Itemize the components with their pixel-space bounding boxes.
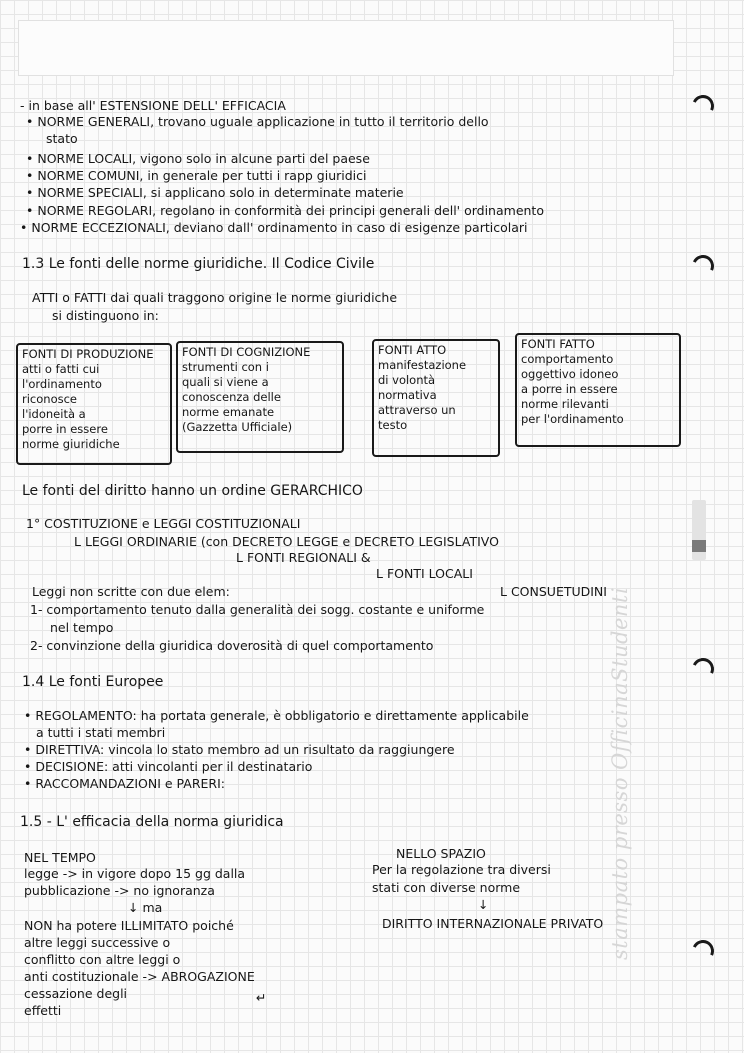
note-line: stati con diverse norme: [372, 880, 521, 895]
punch-hole-icon: [689, 937, 717, 965]
source-box-cognition: FONTI DI COGNIZIONE strumenti con i quali si viene a conoscenza delle norme emanate (Gazzetta Ufficiale): [176, 341, 344, 453]
note-line: altre leggi successive o: [24, 935, 171, 950]
watermark: stampato presso OfficinaStudenti: [608, 586, 632, 960]
source-box-fact: FONTI FATTO comportamento oggettivo idoneo a porre in essere norme rilevanti per l'ordinamento: [515, 333, 681, 447]
note-line: Per la regolazione tra diversi: [372, 862, 551, 877]
note-line: legge -> in vigore dopo 15 gg dalla: [24, 866, 246, 881]
note-line: • REGOLAMENTO: ha portata generale, è obbligatorio e direttamente applicabile: [24, 708, 529, 723]
note-line: • NORME ECCEZIONALI, deviano dall' ordinamento in caso di esigenze particolari: [20, 220, 528, 235]
note-line: ↵: [256, 990, 267, 1005]
note-line: Leggi non scritte con due elem:: [32, 584, 230, 599]
note-line: L CONSUETUDINI: [500, 584, 607, 599]
side-tab-mark: [692, 540, 706, 552]
note-line: • NORME SPECIALI, si applicano solo in determinate materie: [26, 185, 404, 200]
note-line: - in base all' ESTENSIONE DELL' EFFICACIA: [20, 98, 286, 113]
note-line: conflitto con altre leggi o: [24, 952, 181, 967]
note-line: NELLO SPAZIO: [396, 846, 486, 861]
note-line: stato: [46, 131, 78, 146]
note-line: L FONTI LOCALI: [376, 566, 473, 581]
section-heading: 1.5 - L' efficacia della norma giuridica: [20, 814, 284, 830]
note-line: NEL TEMPO: [24, 850, 96, 865]
note-line: anti costituzionale -> ABROGAZIONE: [24, 969, 255, 984]
note-line: • NORME COMUNI, in generale per tutti i rapp giuridici: [26, 168, 367, 183]
section-heading: 1.4 Le fonti Europee: [22, 674, 164, 690]
note-line: si distinguono in:: [52, 308, 159, 323]
header-box: [18, 20, 674, 76]
note-line: • NORME LOCALI, vigono solo in alcune parti del paese: [26, 151, 370, 166]
punch-hole-icon: [689, 655, 717, 683]
note-line: NON ha potere ILLIMITATO poiché: [24, 918, 234, 933]
note-line: 1- comportamento tenuto dalla generalità dei sogg. costante e uniforme: [30, 602, 485, 617]
punch-hole-icon: [689, 252, 717, 280]
note-line: cessazione degli: [24, 986, 128, 1001]
note-line: a tutti i stati membri: [36, 725, 166, 740]
note-line: ATTI o FATTI dai quali traggono origine le norme giuridiche: [32, 290, 398, 305]
note-line: • DIRETTIVA: vincola lo stato membro ad un risultato da raggiungere: [24, 742, 455, 757]
note-line: DIRITTO INTERNAZIONALE PRIVATO: [382, 916, 604, 931]
note-line: • DECISIONE: atti vincolanti per il destinatario: [24, 759, 313, 774]
section-heading: 1.3 Le fonti delle norme giuridiche. Il Codice Civile: [22, 256, 375, 272]
note-line: • NORME REGOLARI, regolano in conformità dei principi generali dell' ordinamento: [26, 203, 544, 218]
note-line: nel tempo: [50, 620, 114, 635]
note-line: L FONTI REGIONALI &: [236, 550, 371, 565]
note-line: pubblicazione -> no ignoranza: [24, 883, 215, 898]
note-line: ↓ ma: [128, 900, 163, 915]
note-line: • NORME GENERALI, trovano uguale applicazione in tutto il territorio dello: [26, 114, 489, 129]
note-line: L LEGGI ORDINARIE (con DECRETO LEGGE e DECRETO LEGISLATIVO: [74, 534, 499, 549]
note-line: • RACCOMANDAZIONI e PARERI:: [24, 776, 226, 791]
note-line: effetti: [24, 1003, 62, 1018]
section-heading: Le fonti del diritto hanno un ordine GERARCHICO: [22, 483, 363, 499]
source-box-act: FONTI ATTO manifestazione di volontà normativa attraverso un testo: [372, 339, 500, 457]
note-line: 1° COSTITUZIONE e LEGGI COSTITUZIONALI: [26, 516, 301, 531]
note-line: 2- convinzione della giuridica doverosità di quel comportamento: [30, 638, 434, 653]
punch-hole-icon: [689, 92, 717, 120]
note-line: ↓: [478, 897, 489, 912]
source-box-production: FONTI DI PRODUZIONE atti o fatti cui l'ordinamento riconosce l'idoneità a porre in essere norme giuridiche: [16, 343, 172, 465]
